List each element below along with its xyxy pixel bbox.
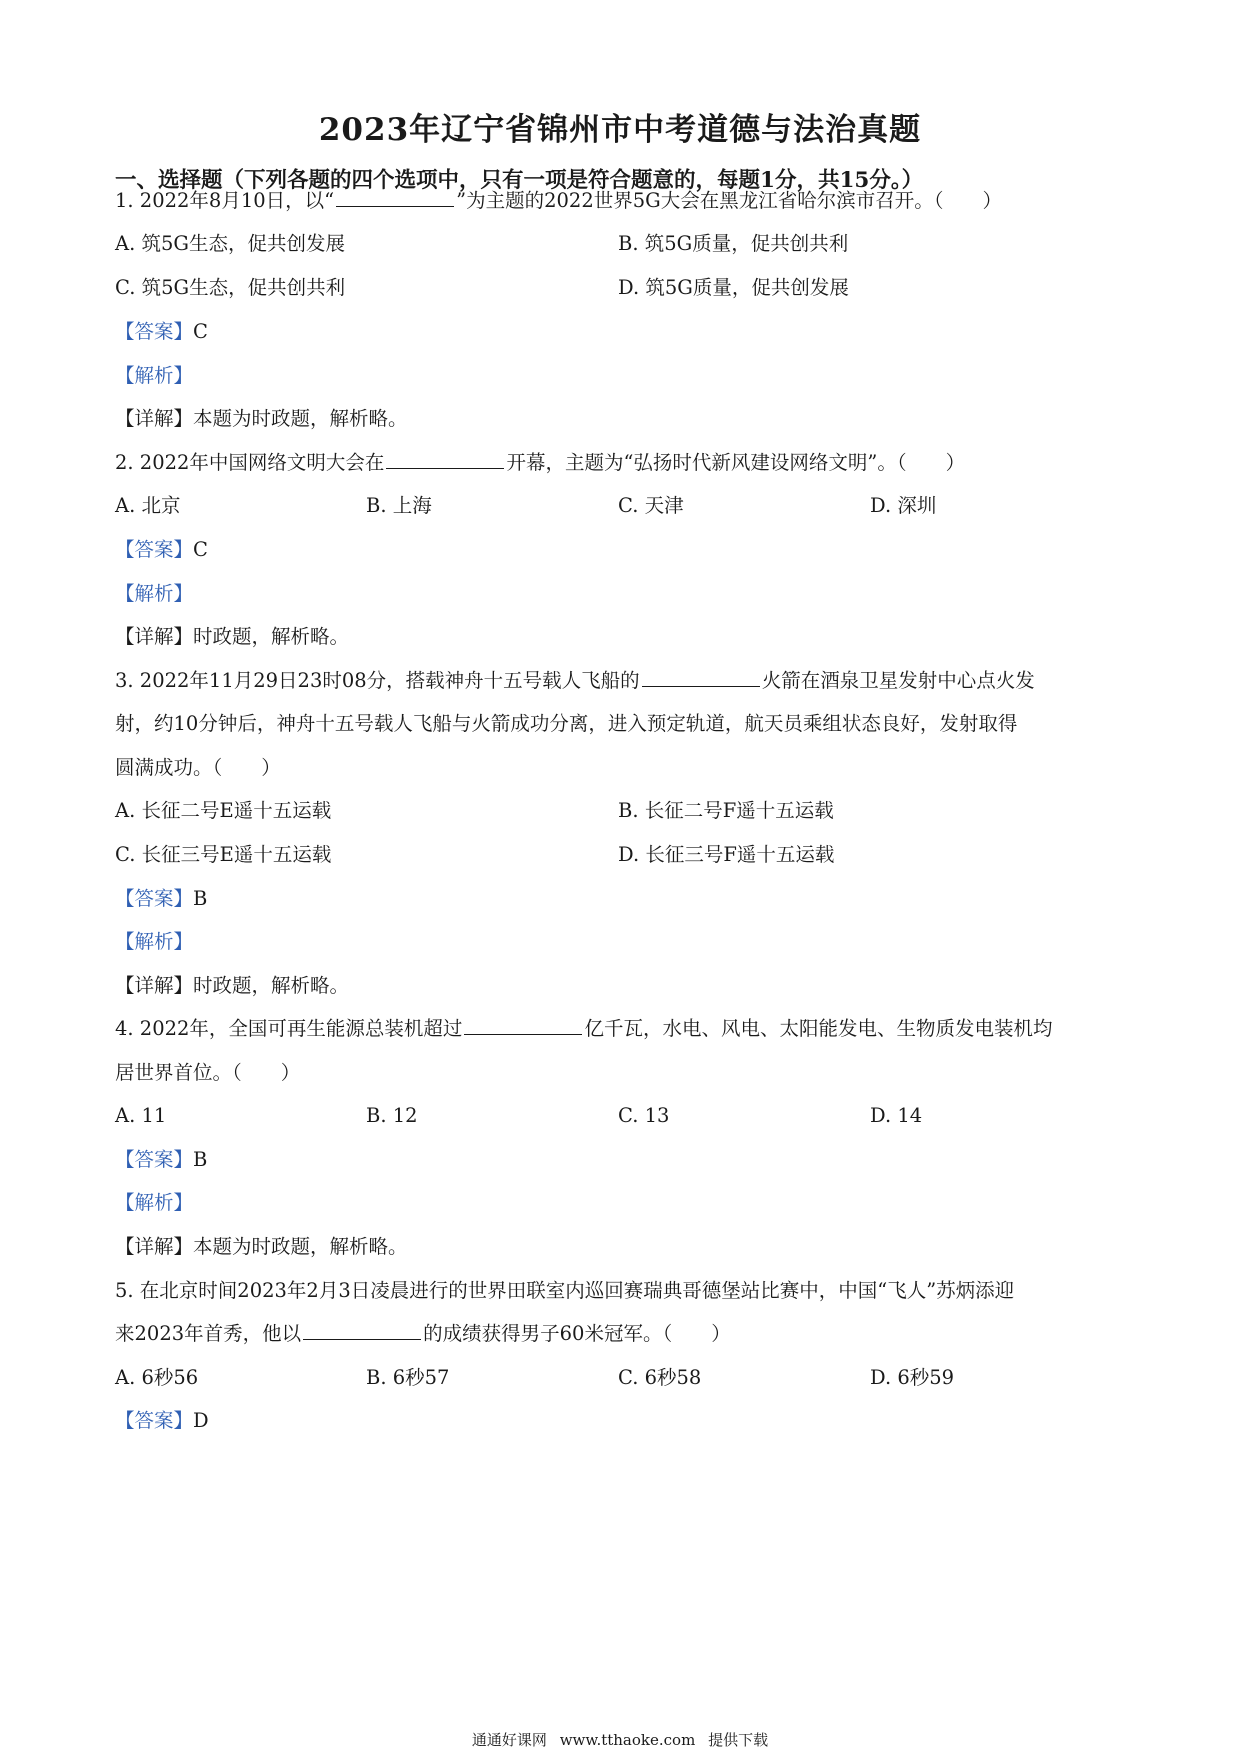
section-heading: 一、选择题（下列各题的四个选项中，只有一项是符合题意的，每题1分，共15分。） — [115, 168, 924, 193]
q4-analysis-label: 【解析】 — [115, 1191, 194, 1214]
q1-option-b: B. 筑5G质量，促共创共利 — [618, 232, 849, 255]
answer-blank — [386, 450, 504, 469]
q4-option-d: D. 14 — [870, 1104, 923, 1127]
q4-option-c: C. 13 — [618, 1104, 670, 1127]
q4-detail: 【详解】本题为时政题，解析略。 — [115, 1235, 408, 1258]
q3-detail: 【详解】时政题，解析略。 — [115, 974, 350, 997]
q5-option-c: C. 6秒58 — [618, 1366, 702, 1389]
q5-answer: 【答案】D — [115, 1409, 209, 1432]
q3-option-c: C. 长征三号E遥十五运载 — [115, 843, 332, 866]
page-footer — [0, 1729, 1240, 1750]
footer-note: 提供下载 — [708, 1731, 769, 1749]
question-1-stem: 1. 2022年8月10日，以“ ”为主题的2022世界5G大会在黑龙江省哈尔滨市召开。（ ） — [115, 189, 1002, 212]
page-title: 2023年辽宁省锦州市中考道德与法治真题 — [318, 112, 922, 148]
q1-detail: 【详解】本题为时政题，解析略。 — [115, 407, 408, 430]
footer-url[interactable]: www.tthaoke.com — [559, 1731, 696, 1749]
q1-answer: 【答案】C — [115, 320, 208, 343]
question-2-stem: 2. 2022年中国网络文明大会在 开幕，主题为“弘扬时代新风建设网络文明”。（ ） — [115, 451, 966, 474]
question-3-stem-line-1: 3. 2022年11月29日23时08分，搭载神舟十五号载人飞船的 火箭在酒泉卫星发射中心点火发 — [115, 669, 1035, 692]
q2-detail: 【详解】时政题，解析略。 — [115, 625, 350, 648]
detail-label: 【详解】 — [115, 407, 194, 430]
q5-option-a: A. 6秒56 — [115, 1366, 199, 1389]
answer-blank — [303, 1321, 421, 1340]
q4-answer: 【答案】B — [115, 1148, 208, 1171]
q3-option-b: B. 长征二号F遥十五运载 — [618, 799, 834, 822]
answer-blank — [464, 1016, 582, 1035]
q1-analysis-label: 【解析】 — [115, 364, 194, 387]
q5-option-b: B. 6秒57 — [366, 1366, 450, 1389]
q3-analysis-label: 【解析】 — [115, 930, 194, 953]
question-4-stem-line-2: 居世界首位。（ ） — [115, 1061, 301, 1084]
q2-option-b: B. 上海 — [366, 494, 432, 517]
q5-option-d: D. 6秒59 — [870, 1366, 955, 1389]
q3-option-a: A. 长征二号E遥十五运载 — [115, 799, 332, 822]
q1-option-a: A. 筑5G生态，促共创发展 — [115, 232, 345, 255]
q3-option-d: D. 长征三号F遥十五运载 — [618, 843, 835, 866]
question-5-stem-line-2: 来2023年首秀，他以 的成绩获得男子60米冠军。（ ） — [115, 1322, 731, 1345]
answer-label: 【答案】 — [115, 320, 194, 343]
footer-site-name: 通通好课网 — [471, 1731, 547, 1749]
answer-blank — [336, 188, 454, 207]
q3-answer: 【答案】B — [115, 887, 208, 910]
q4-option-b: B. 12 — [366, 1104, 418, 1127]
q2-option-d: D. 深圳 — [870, 494, 937, 517]
answer-blank — [642, 668, 760, 687]
q2-option-c: C. 天津 — [618, 494, 684, 517]
q1-option-d: D. 筑5G质量，促共创发展 — [618, 276, 849, 299]
question-5-stem-line-1: 5. 在北京时间2023年2月3日凌晨进行的世界田联室内巡回赛瑞典哥德堡站比赛中，中国“飞人”苏炳添迎 — [115, 1279, 1015, 1302]
question-3-stem-line-3: 圆满成功。（ ） — [115, 756, 281, 779]
q4-option-a: A. 11 — [115, 1104, 167, 1127]
q2-option-a: A. 北京 — [115, 494, 181, 517]
question-3-stem-line-2: 射，约10分钟后，神舟十五号载人飞船与火箭成功分离，进入预定轨道，航天员乘组状态良好，发射取得 — [115, 712, 1018, 735]
question-4-stem-line-1: 4. 2022年，全国可再生能源总装机超过 亿千瓦，水电、风电、太阳能发电、生物质发电装机均 — [115, 1017, 1053, 1040]
q2-analysis-label: 【解析】 — [115, 582, 194, 605]
q2-answer: 【答案】C — [115, 538, 208, 561]
q1-option-c: C. 筑5G生态，促共创共利 — [115, 276, 346, 299]
